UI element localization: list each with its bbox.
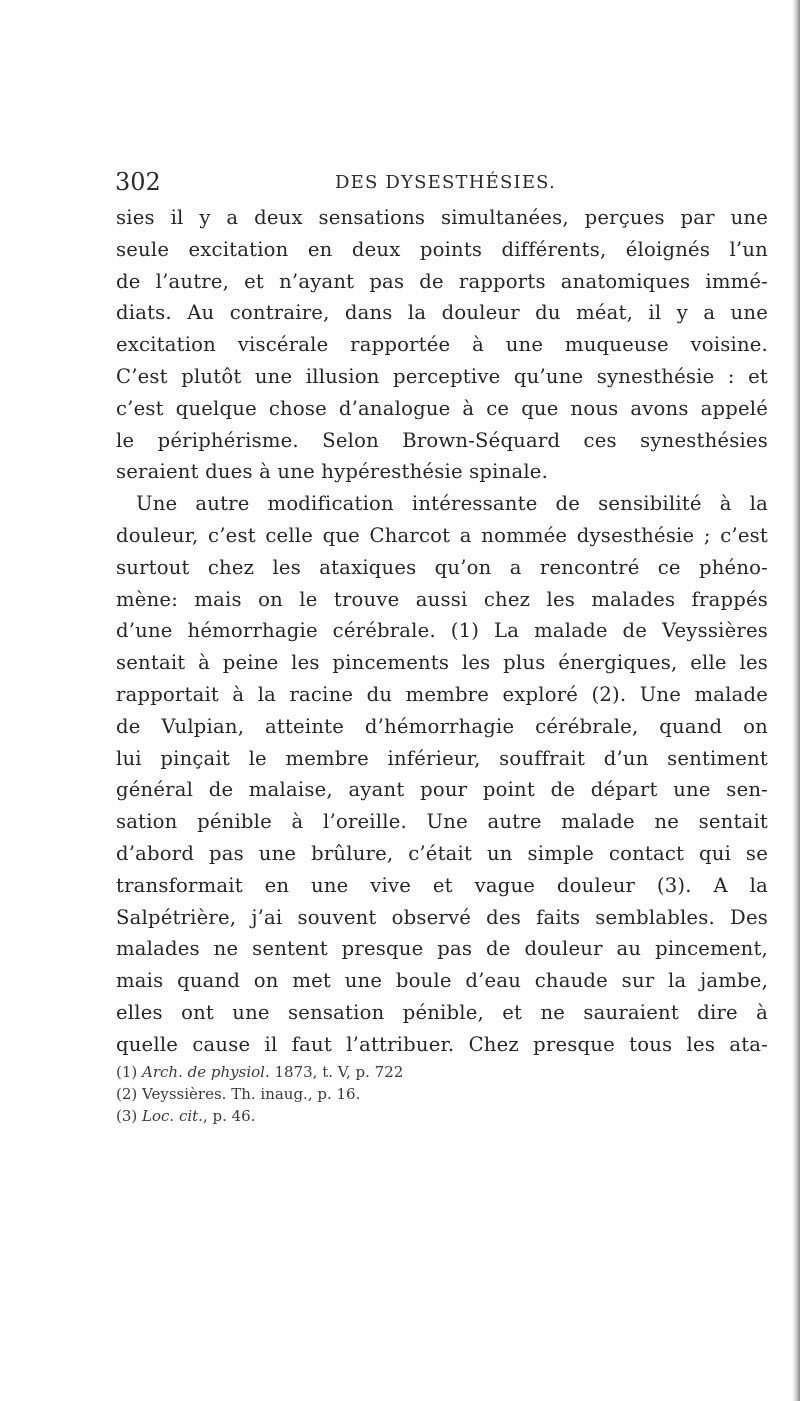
text-line: excitation viscérale rapportée à une muqueuse voisine. (116, 333, 768, 357)
text-line: mais quand on met une boule d’eau chaude sur la jambe, (116, 969, 768, 993)
footnote-marker: (2) (116, 1085, 138, 1103)
footnote-3 (116, 1105, 616, 1127)
text-line: c’est quelque chose d’analogue à ce que nous avons appelé (116, 396, 768, 420)
text-line: mène: mais on le trouve aussi chez les malades frappés (116, 587, 768, 611)
text-line: d’une hémorrhagie cérébrale. (1) La malade de Veyssières (116, 619, 768, 643)
text-line: sies il y a deux sensations simultanées, perçues par une (116, 206, 768, 229)
text-line: lui pinçait le membre inférieur, souffrait d’un sentiment (116, 746, 768, 770)
body-text (116, 202, 768, 1061)
footnote-reference: Loc. cit. (142, 1107, 203, 1125)
footnote-marker: (3) (116, 1107, 138, 1125)
page-number: 302 (115, 168, 161, 196)
footnotes (116, 1061, 616, 1127)
text-line: de l’autre, et n’ayant pas de rapports anatomiques immé- (116, 269, 768, 293)
running-head (115, 168, 765, 196)
text-line: général de malaise, ayant pour point de départ une sen- (116, 778, 768, 802)
text-line: seule excitation en deux points différents, éloignés l’un (116, 237, 768, 261)
footnote-2 (116, 1083, 616, 1105)
text-line: douleur, c’est celle que Charcot a nommée dysesthésie ; c’est (116, 523, 768, 547)
footnote-text: 1873, t. V, p. 722 (269, 1063, 404, 1081)
footnote-reference: Arch. de physiol. (142, 1063, 270, 1081)
text-line: Salpétrière, j’ai souvent observé des faits semblables. Des (116, 905, 768, 929)
text-line: C’est plutôt une illusion perceptive qu’une synesthésie : et (116, 364, 768, 388)
text-line: malades ne sentent presque pas de douleur au pincement, (116, 937, 768, 961)
footnote-1 (116, 1061, 616, 1083)
text-line: seraient dues à une hypéresthésie spinale. (116, 460, 549, 484)
text-line: de Vulpian, atteinte d’hémorrhagie cérébrale, quand on (116, 714, 768, 738)
text-line: diats. Au contraire, dans la douleur du méat, il y a une (116, 301, 768, 325)
text-line: sation pénible à l’oreille. Une autre malade ne sentait (116, 810, 768, 834)
footnote-marker: (1) (116, 1063, 138, 1081)
text-line: sentait à peine les pincements les plus énergiques, elle les (116, 651, 768, 675)
text-line: Une autre modification intéressante de sensibilité à la (136, 492, 768, 516)
text-line: rapportait à la racine du membre exploré (2). Une malade (116, 682, 768, 706)
page-edge-shadow (792, 0, 800, 1401)
text-line: elles ont une sensation pénible, et ne sauraient dire à (116, 1000, 768, 1024)
text-line: le périphérisme. Selon Brown-Séquard ces synesthésies (116, 428, 768, 452)
text-line: quelle cause il faut l’attribuer. Chez presque tous les ata- (116, 1032, 768, 1056)
text-line: transformait en une vive et vague douleur (3). A la (116, 873, 768, 897)
text-line: surtout chez les ataxiques qu’on a rencontré ce phéno- (116, 555, 768, 579)
footnote-text: , p. 46. (202, 1107, 256, 1125)
text-line: d’abord pas une brûlure, c’était un simple contact qui se (116, 841, 768, 865)
running-title: DES DYSESTHÉSIES. (335, 172, 556, 193)
footnote-text: Veyssières. Th. inaug., p. 16. (142, 1085, 361, 1103)
